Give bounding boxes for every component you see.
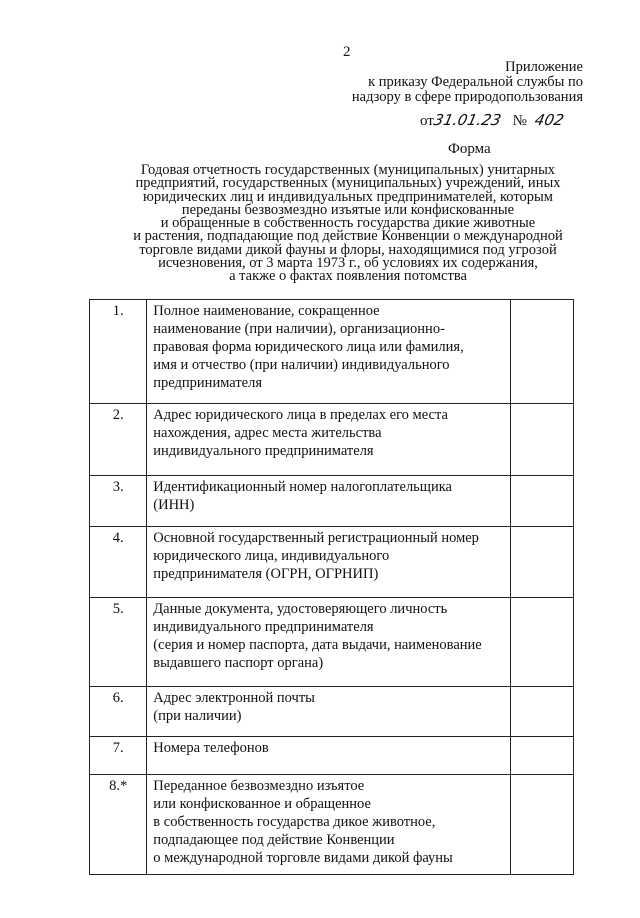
table-row [90, 687, 574, 737]
row-text-line: (ИНН) [153, 497, 195, 513]
row-description [147, 404, 511, 476]
table-row [90, 476, 574, 527]
row-text-line: предпринимателя [153, 375, 263, 391]
row-value-cell[interactable] [511, 527, 574, 598]
form-title-line: торговле видами дикой фауны и флоры, находящимися под угрозой [139, 241, 557, 258]
form-title-line: и растения, подпадающие под действие Конвенции о международной [133, 228, 563, 245]
annex-line: надзору в сфере природопользования [351, 89, 583, 105]
row-number: 7. [90, 737, 147, 775]
row-number: 5. [90, 598, 147, 687]
row-value-cell[interactable] [511, 775, 574, 875]
annex-line: Приложение [505, 59, 583, 75]
annex-line: к приказу Федеральной службы по [368, 74, 583, 90]
order-date-number [420, 111, 564, 130]
form-title-line: Годовая отчетность государственных (муниципальных) унитарных [140, 162, 556, 178]
form-title-line: исчезновения, от 3 марта 1973 г., об условиях их содержания, [158, 255, 538, 272]
row-text-line: имя и отчество (при наличии) индивидуального [153, 357, 450, 373]
row-number: 1. [90, 300, 147, 404]
form-title-line: юридических лиц и индивидуальных предпринимателей, которым [143, 188, 553, 205]
row-text-line: Переданное безвозмездно изъятое [153, 778, 365, 794]
row-description [147, 527, 511, 598]
row-text-line: юридического лица, индивидуального [153, 548, 390, 564]
row-text-line: подпадающее под действие Конвенции [153, 832, 395, 848]
row-text-line: Адрес электронной почты [153, 690, 315, 706]
annex-block [323, 60, 583, 105]
order-date-handwritten: 31.01.23 [431, 111, 503, 129]
form-title [108, 164, 588, 284]
row-text-line: Адрес юридического лица в пределах его места [153, 407, 448, 423]
row-text-line: предпринимателя (ОГРН, ОГРНИП) [153, 566, 379, 582]
row-value-cell[interactable] [511, 737, 574, 775]
row-text-line: Полное наименование, сокращенное [153, 303, 380, 319]
row-text-line: индивидуального предпринимателя [153, 443, 374, 459]
form-title-line: а также о фактах появления потомства [229, 268, 467, 285]
table-row [90, 598, 574, 687]
table-row [90, 404, 574, 476]
order-prefix: от [420, 113, 434, 129]
row-description [147, 598, 511, 687]
row-text-line: (серия и номер паспорта, дата выдачи, наименование [153, 637, 482, 653]
row-number: 3. [90, 476, 147, 527]
row-description [147, 476, 511, 527]
row-number: 6. [90, 687, 147, 737]
form-table [89, 299, 574, 875]
row-text-line: или конфискованное и обращенное [153, 796, 371, 812]
row-text-line: выдавшего паспорт органа) [153, 655, 324, 671]
row-text-line: Данные документа, удостоверяющего личность [153, 601, 448, 617]
row-value-cell[interactable] [511, 404, 574, 476]
row-number: 2. [90, 404, 147, 476]
row-value-cell[interactable] [511, 300, 574, 404]
row-text-line: Основной государственный регистрационный номер [153, 530, 479, 546]
order-number-sign: № [512, 113, 527, 129]
row-text-line: нахождения, адрес места жительства [153, 425, 382, 441]
table-row [90, 737, 574, 775]
row-text-line: индивидуального предпринимателя [153, 619, 374, 635]
form-title-line: предприятий, государственных (муниципальных) учреждений, иных [135, 175, 561, 192]
row-text-line: в собственность государства дикое животное, [153, 814, 436, 830]
row-text-line: Номера телефонов [153, 740, 269, 756]
row-text-line: правовая форма юридического лица или фамилия, [153, 339, 464, 355]
row-number: 4. [90, 527, 147, 598]
row-text-line: (при наличии) [153, 708, 242, 724]
table-row [90, 775, 574, 875]
order-number-handwritten: 402 [533, 111, 566, 129]
row-text-line: о международной торговле видами дикой фауны [153, 850, 453, 866]
row-description [147, 300, 511, 404]
row-value-cell[interactable] [511, 598, 574, 687]
form-title-line: и обращенные в собственность государства дикие животные [160, 215, 536, 232]
row-value-cell[interactable] [511, 687, 574, 737]
page-number: 2 [343, 44, 351, 60]
row-description [147, 737, 511, 775]
table-row [90, 300, 574, 404]
row-number: 8.* [90, 775, 147, 875]
form-title-line: переданы безвозмездно изъятые или конфискованные [181, 201, 515, 218]
table-row [90, 527, 574, 598]
row-text-line: наименование (при наличии), организационно- [153, 321, 445, 337]
row-description [147, 687, 511, 737]
row-value-cell[interactable] [511, 476, 574, 527]
row-description [147, 775, 511, 875]
row-text-line: Идентификационный номер налогоплательщика [153, 479, 452, 495]
form-label: Форма [448, 141, 491, 157]
